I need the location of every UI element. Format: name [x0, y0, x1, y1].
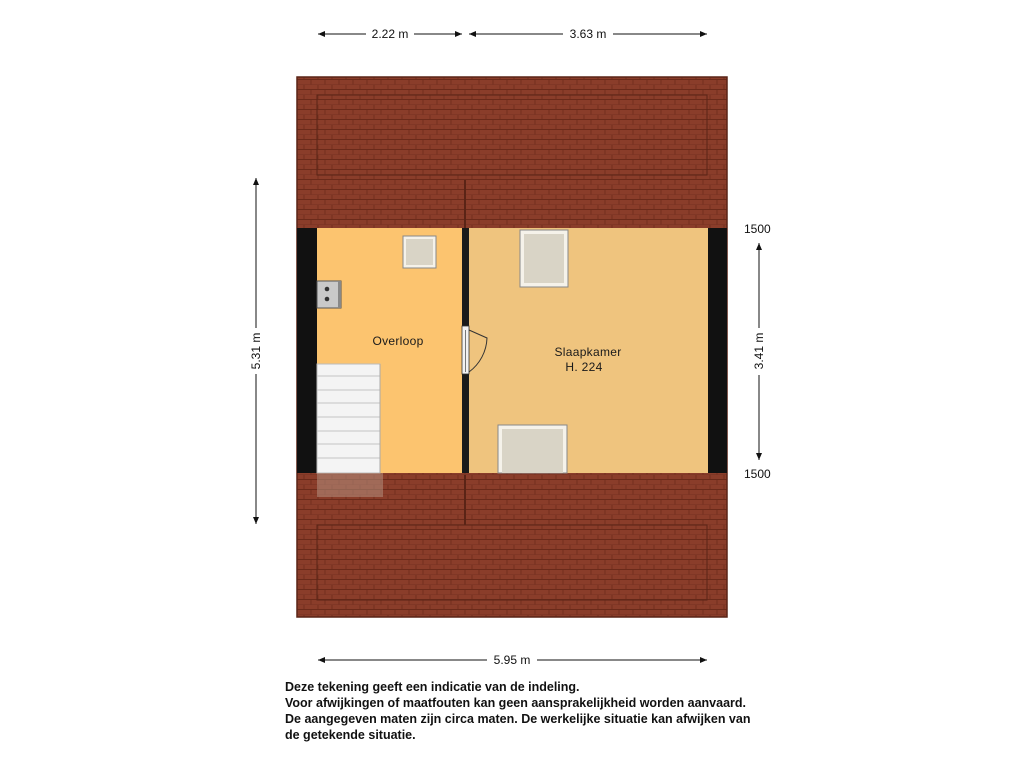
svg-text:5.95 m: 5.95 m [493, 653, 531, 667]
disclaimer-line: De aangegeven maten zijn circa maten. De werkelijke situatie kan afwijken van [285, 712, 751, 726]
dimension-top-left [318, 27, 462, 41]
room-height-bedroom: H. 224 [565, 360, 603, 374]
wall-left [297, 228, 317, 473]
svg-text:5.31 m: 5.31 m [249, 332, 263, 370]
skylight-bedroom-top [520, 230, 568, 287]
room-label-landing: Overloop [372, 334, 424, 348]
svg-text:3.41 m: 3.41 m [752, 332, 766, 370]
disclaimer-line: Voor afwijkingen of maatfouten kan geen aansprakelijkheid worden aanvaard. [285, 696, 746, 710]
dimension-top-right [469, 27, 707, 41]
dimension-bottom-total [318, 653, 707, 667]
skylight-landing [403, 236, 436, 268]
disclaimer-line: de getekende situatie. [285, 728, 416, 742]
height-mark-top: 1500 [744, 222, 771, 236]
disclaimer [285, 679, 805, 743]
wall-right [708, 228, 727, 473]
svg-text:2.22 m: 2.22 m [371, 27, 409, 41]
disclaimer-line: Deze tekening geeft een indicatie van de indeling. [285, 680, 580, 694]
skylight-bedroom-bottom [498, 425, 567, 473]
height-mark-bottom: 1500 [744, 467, 771, 481]
staircase [317, 364, 383, 497]
dimension-right-room-depth [752, 243, 766, 460]
room-label-bedroom: Slaapkamer [554, 345, 622, 359]
appliance [317, 281, 341, 308]
svg-text:3.63 m: 3.63 m [569, 27, 607, 41]
dimension-left-depth [249, 178, 263, 524]
